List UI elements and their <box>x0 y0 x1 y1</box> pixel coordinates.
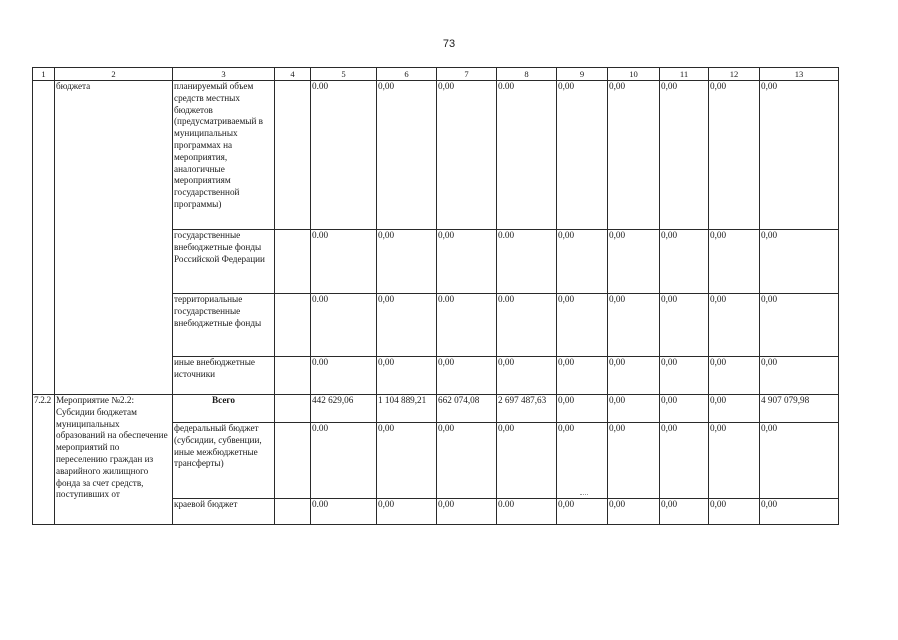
value-cell: 0.00 <box>497 230 557 294</box>
scan-artifact-line <box>580 494 588 495</box>
value-cell: 0,00 <box>608 395 660 423</box>
funding-source: государственные внебюджетные фонды Российской Федерации <box>173 230 275 294</box>
value-cell: 0,00 <box>660 395 709 423</box>
value-cell: 0.00 <box>437 294 497 357</box>
value-cell: 0,00 <box>437 230 497 294</box>
value-cell: 0,00 <box>760 81 839 230</box>
value-cell: 0,00 <box>760 423 839 499</box>
value-cell: 0,00 <box>557 294 608 357</box>
funding-source-total: Всего <box>173 395 275 423</box>
value-cell: 0,00 <box>608 499 660 525</box>
value-cell: 0,00 <box>377 423 437 499</box>
value-cell: 0,00 <box>437 81 497 230</box>
value-cell: 0,00 <box>437 499 497 525</box>
value-cell: 0.00 <box>311 294 377 357</box>
empty-cell <box>275 499 311 525</box>
funding-source: федеральный бюджет (субсидии, субвенции, иные межбюджетные трансферты) <box>173 423 275 499</box>
page-number: 73 <box>442 38 456 50</box>
value-cell: 0,00 <box>660 357 709 395</box>
column-number-row <box>33 68 839 81</box>
value-cell: 0,00 <box>760 499 839 525</box>
value-cell: 0,00 <box>709 81 760 230</box>
value-cell: 1 104 889,21 <box>377 395 437 423</box>
value-cell: 0.00 <box>497 81 557 230</box>
column-number: 10 <box>608 68 660 81</box>
value-cell: 0,00 <box>660 499 709 525</box>
budget-table <box>32 67 839 525</box>
value-cell: 0,00 <box>709 294 760 357</box>
value-cell: 0,00 <box>709 395 760 423</box>
empty-cell <box>275 230 311 294</box>
value-cell: 0.00 <box>311 81 377 230</box>
value-cell: 0,00 <box>377 230 437 294</box>
value-cell: 0,00 <box>660 81 709 230</box>
value-cell: 0,00 <box>377 294 437 357</box>
value-cell: 0,00 <box>497 423 557 499</box>
value-cell: 0,00 <box>660 294 709 357</box>
value-cell: 0,00 <box>377 357 437 395</box>
funding-source: иные внебюджетные источники <box>173 357 275 395</box>
table-row <box>33 395 839 423</box>
value-cell: 0.00 <box>311 230 377 294</box>
value-cell: 0,00 <box>760 357 839 395</box>
value-cell: 0,00 <box>608 230 660 294</box>
value-cell: 0.00 <box>311 357 377 395</box>
value-cell: 0,00 <box>497 357 557 395</box>
empty-cell <box>275 294 311 357</box>
value-cell: 0,00 <box>608 357 660 395</box>
column-number: 8 <box>497 68 557 81</box>
value-cell: 0,00 <box>660 230 709 294</box>
value-cell: 0,00 <box>709 423 760 499</box>
funding-source: краевой бюджет <box>173 499 275 525</box>
column-number: 4 <box>275 68 311 81</box>
value-cell: 0,00 <box>377 499 437 525</box>
value-cell: 0,00 <box>608 294 660 357</box>
empty-cell <box>275 81 311 230</box>
value-cell: 0.00 <box>497 499 557 525</box>
measure-code-cell <box>33 81 55 395</box>
column-number: 2 <box>55 68 173 81</box>
value-cell: 0,00 <box>709 499 760 525</box>
value-cell: 0,00 <box>437 357 497 395</box>
measure-name: Мероприятие №2.2: Субсидии бюджетам муниципальных образований на обеспечение мероприятий по переселению граждан из аварийного жилищного фонда за счет средств, поступивших от <box>55 395 173 525</box>
column-number: 11 <box>660 68 709 81</box>
value-cell: 0,00 <box>557 423 608 499</box>
value-cell: 2 697 487,63 <box>497 395 557 423</box>
value-cell: 442 629,06 <box>311 395 377 423</box>
value-cell: 0,00 <box>608 81 660 230</box>
measure-code: 7.2.2 <box>33 395 55 525</box>
column-number: 6 <box>377 68 437 81</box>
empty-cell <box>275 423 311 499</box>
column-number: 12 <box>709 68 760 81</box>
value-cell: 0,00 <box>608 423 660 499</box>
value-cell: 0,00 <box>557 499 608 525</box>
value-cell: 0,00 <box>557 357 608 395</box>
column-number: 3 <box>173 68 275 81</box>
value-cell: 0.00 <box>497 294 557 357</box>
funding-source: территориальные государственные внебюджетные фонды <box>173 294 275 357</box>
value-cell: 0,00 <box>557 230 608 294</box>
empty-cell <box>275 357 311 395</box>
value-cell: 0,00 <box>557 81 608 230</box>
value-cell: 662 074,08 <box>437 395 497 423</box>
value-cell: 0,00 <box>377 81 437 230</box>
column-number: 5 <box>311 68 377 81</box>
empty-cell <box>275 395 311 423</box>
value-cell: 0,00 <box>437 423 497 499</box>
column-number: 9 <box>557 68 608 81</box>
value-cell: 0.00 <box>311 423 377 499</box>
value-cell: 0,00 <box>760 294 839 357</box>
value-cell: 0,00 <box>709 357 760 395</box>
column-number: 1 <box>33 68 55 81</box>
value-cell: 4 907 079,98 <box>760 395 839 423</box>
value-cell: 0,00 <box>557 395 608 423</box>
column-number: 7 <box>437 68 497 81</box>
value-cell: 0.00 <box>311 499 377 525</box>
table-row <box>33 81 839 230</box>
value-cell: 0,00 <box>760 230 839 294</box>
value-cell: 0,00 <box>660 423 709 499</box>
column-number: 13 <box>760 68 839 81</box>
funding-source: планируемый объем средств местных бюджетов (предусматриваемый в муниципальных программах на мероприятия, аналогичные мероприятиям государственной программы) <box>173 81 275 230</box>
measure-name-cell: бюджета <box>55 81 173 395</box>
value-cell: 0,00 <box>709 230 760 294</box>
